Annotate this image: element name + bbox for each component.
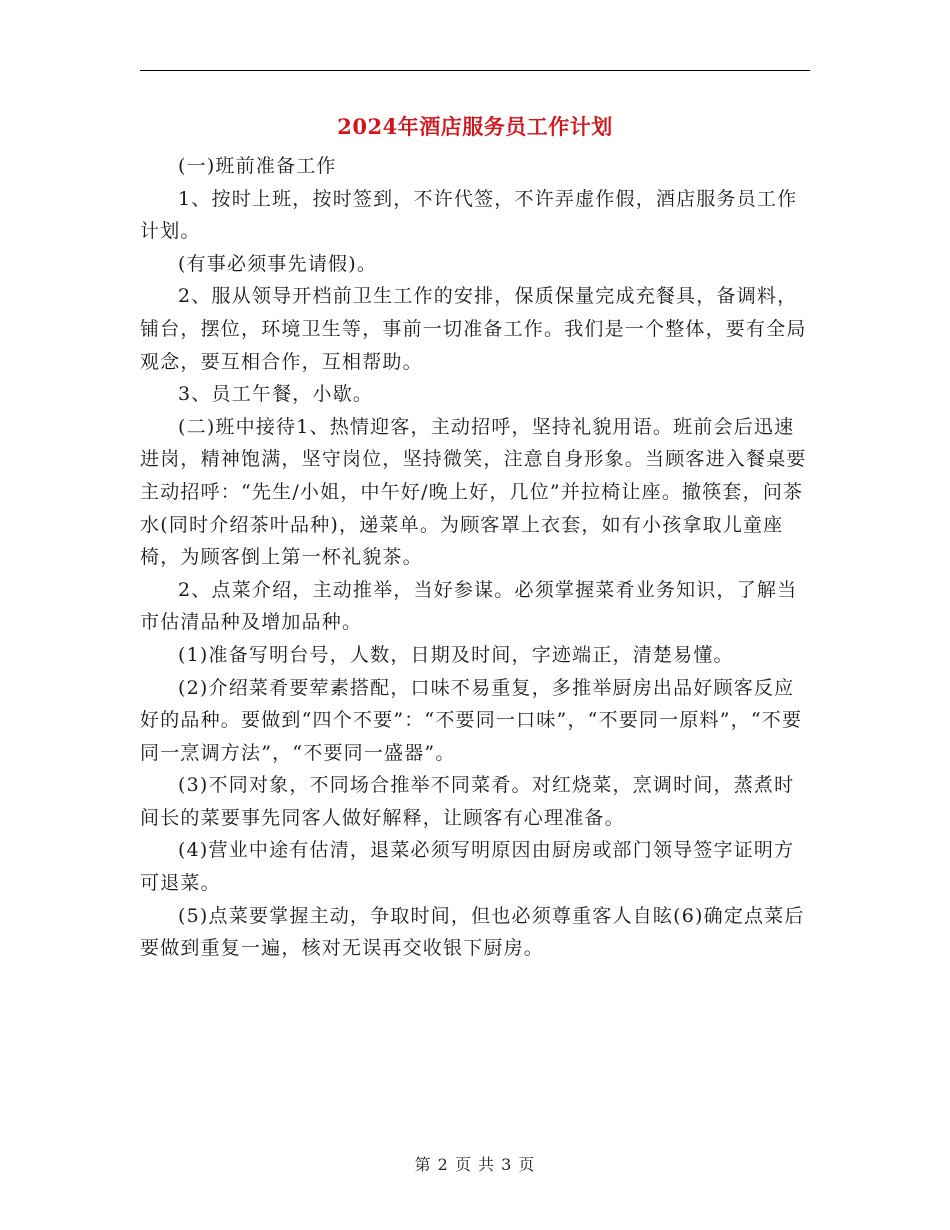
paragraph-pre-shift-heading: (一)班前准备工作 — [178, 155, 337, 177]
paragraph-ordering-2: (2)介绍菜肴要荤素搭配，口味不易重复，多推举厨房出品好顾客反应好的品种。要做到“四个不要”：“不要同一口味”，“不要同一原料”，“不要同一烹调方法”，“不要同一盛器”。 — [140, 676, 803, 764]
paragraph-reception: (二)班中接待1、热情迎客，主动招呼，坚持礼貌用语。班前会后迅速进岗，精神饱满，坚守岗位，坚持微笑，注意自身形象。当顾客进入餐桌要主动招呼：“先生/小姐，中午好/晚上好，几位”并拉椅让座。撤筷套，问茶水(同时介绍茶叶品种)，递菜单。为顾客罩上衣套，如有小孩拿取儿童座椅，为顾客倒上第一杯礼貌茶。 — [140, 415, 807, 569]
paragraph-leave-note: (有事必须事先请假)。 — [178, 252, 378, 275]
paragraph-ordering-intro: 2、点菜介绍，主动推举，当好参谋。必须掌握菜肴业务知识，了解当市估清品种及增加品种。 — [140, 578, 798, 634]
paragraph-item-1: 1、按时上班，按时签到，不许代签，不许弄虚作假，酒店服务员工作计划。 — [140, 187, 798, 243]
paragraph-item-2: 2、服从领导开档前卫生工作的安排，保质保量完成充餐具，备调料，铺台，摆位，环境卫生等，事前一切准备工作。我们是一个整体，要有全局观念，要互相合作，互相帮助。 — [140, 285, 807, 373]
document-title: 2024年酒店服务员工作计划 — [337, 114, 613, 139]
header-rule — [140, 70, 810, 71]
paragraph-ordering-5: (5)点菜要掌握主动，争取时间，但也必须尊重客人自眩(6)确定点菜后要做到重复一遍，核对无误再交收银下厨房。 — [140, 904, 805, 960]
document-body — [140, 150, 812, 965]
paragraph-item-3: 3、员工午餐，小歇。 — [178, 383, 374, 406]
page-number: 第 2 页 共 3 页 — [414, 1155, 536, 1174]
paragraph-ordering-1: (1)准备写明台号，人数，日期及时间，字迹端正，清楚易懂。 — [178, 643, 734, 666]
paragraph-ordering-4: (4)营业中途有估清，退菜必须写明原因由厨房或部门领导签字证明方可退菜。 — [140, 839, 795, 895]
paragraph-ordering-3: (3)不同对象，不同场合推举不同菜肴。对红烧菜，烹调时间，蒸煮时间长的菜要事先同客人做好解释，让顾客有心理准备。 — [140, 774, 795, 829]
